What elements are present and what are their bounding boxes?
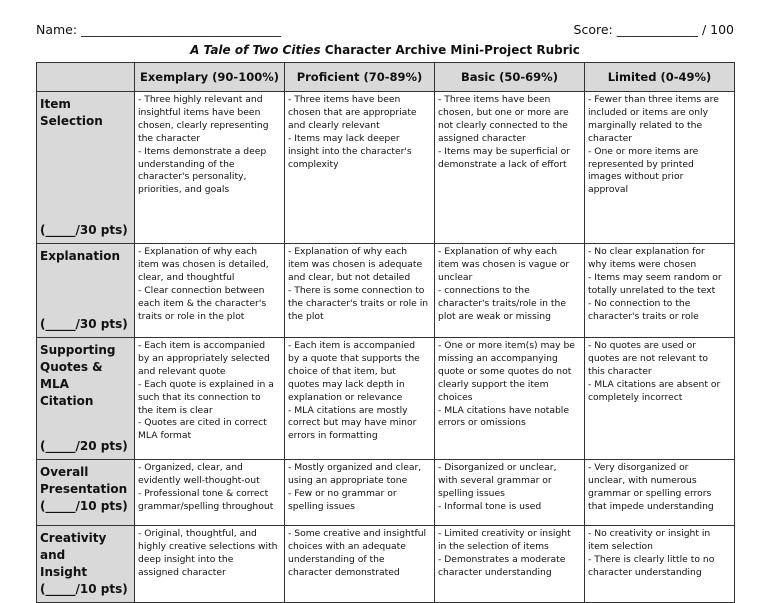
cell-text-line: - Quotes are cited in correct bbox=[138, 417, 267, 429]
column-header-basic: Basic (50-69%) bbox=[435, 63, 585, 92]
cell-text-line: clearly support the item bbox=[438, 378, 549, 390]
rubric-cell bbox=[285, 460, 435, 526]
cell-text-line: Creativity and bbox=[40, 531, 107, 562]
cell-text-line: - Each item is accompanied bbox=[138, 340, 266, 351]
cell-text-line: - Explanation of why each bbox=[438, 246, 558, 257]
cell-text-line: and relevant quote bbox=[138, 365, 226, 377]
cell-text-line: choices bbox=[438, 391, 473, 403]
cell-text-line: included or items are only bbox=[588, 106, 709, 118]
cell-text-line: - Fewer than three items are bbox=[588, 94, 719, 105]
criterion-label: Item Selection bbox=[40, 97, 103, 128]
rubric-cell bbox=[585, 92, 735, 244]
cell-text-line: traits or role in the plot bbox=[138, 310, 245, 322]
cell-text-line: - Three items have been bbox=[438, 94, 551, 105]
cell-text-line: - One or more item(s) may be bbox=[438, 340, 575, 351]
cell-text-line: Citation bbox=[40, 394, 94, 408]
cell-text-line: - MLA citations are absent or bbox=[588, 378, 721, 390]
table-row bbox=[37, 92, 735, 244]
cell-text-line: by an appropriately selected bbox=[138, 352, 270, 364]
cell-text-line: - Mostly organized and clear, bbox=[288, 462, 422, 473]
cell-text-line: - Three highly relevant and bbox=[138, 94, 263, 105]
cell-text-line: character understanding bbox=[438, 566, 552, 578]
cell-text-line: why items were chosen bbox=[588, 258, 697, 270]
table-row bbox=[37, 338, 735, 460]
cell-text-line: quotes may lack depth in bbox=[288, 378, 405, 390]
rubric-cell bbox=[435, 460, 585, 526]
cell-text-line: correct but may have minor bbox=[288, 417, 417, 429]
column-header-limited: Limited (0-49%) bbox=[585, 63, 735, 92]
corner-cell bbox=[37, 63, 135, 92]
cell-text-line: unclear bbox=[438, 271, 473, 283]
points-blank: (_____/10 pts) bbox=[40, 582, 128, 596]
cell-text-line: - Disorganized or unclear, bbox=[438, 462, 557, 473]
cell-text-line: unclear, with numerous bbox=[588, 474, 697, 486]
cell-text-line: - No quotes are used or bbox=[588, 340, 697, 351]
rubric-cell bbox=[435, 338, 585, 460]
cell-text-line: - No clear explanation for bbox=[588, 246, 705, 257]
cell-text-line: choices with an adequate bbox=[288, 540, 406, 552]
cell-text-line: - Items may lack deeper bbox=[288, 132, 400, 144]
cell-text-line: choice of that item, but bbox=[288, 365, 396, 377]
book-title: A Tale of Two Cities bbox=[190, 43, 321, 57]
header-row bbox=[36, 22, 734, 40]
cell-text-line: character bbox=[588, 132, 632, 144]
points-blank: (_____/20 pts) bbox=[40, 439, 128, 453]
cell-text-line: the plot bbox=[288, 310, 324, 322]
cell-text-line: in the selection of items bbox=[438, 540, 549, 552]
cell-text-line: each item & the character's bbox=[138, 297, 267, 309]
rubric-table bbox=[36, 62, 735, 603]
rubric-cell bbox=[135, 460, 285, 526]
cell-text-line: Quotes & MLA bbox=[40, 360, 103, 391]
criterion-label bbox=[40, 342, 131, 410]
cell-text-line: chosen, clearly representing bbox=[138, 119, 269, 131]
cell-text-line: - Professional tone & correct bbox=[138, 487, 269, 499]
points-blank: (_____/10 pts) bbox=[40, 499, 128, 513]
cell-text-line: - There is clearly little to no bbox=[588, 553, 715, 565]
cell-text-line: - Explanation of why each bbox=[288, 246, 408, 257]
cell-text-line: using an appropriate tone bbox=[288, 474, 408, 486]
cell-text-line: - Each quote is explained in a bbox=[138, 378, 274, 390]
cell-text-line: such that its connection to bbox=[138, 391, 261, 403]
cell-text-line: images without prior bbox=[588, 171, 684, 183]
cell-text-line: Presentation bbox=[40, 482, 128, 496]
cell-text-line: and clear, but not detailed bbox=[288, 271, 411, 283]
cell-text-line: the character's traits or role in bbox=[288, 297, 429, 309]
rubric-cell bbox=[285, 244, 435, 338]
cell-text-line: item was chosen is detailed, bbox=[138, 258, 269, 270]
rubric-cell bbox=[585, 244, 735, 338]
cell-text-line: chosen that are appropriate bbox=[288, 106, 417, 118]
cell-text-line: item was chosen is adequate bbox=[288, 258, 423, 270]
cell-text-line: totally unrelated to the text bbox=[588, 284, 716, 296]
cell-text-line: deep insight into the bbox=[138, 553, 234, 565]
cell-text-line: spelling issues bbox=[438, 487, 505, 499]
rubric-cell bbox=[285, 92, 435, 244]
cell-text-line: character's traits/role in the bbox=[438, 297, 566, 309]
cell-text-line: grammar or spelling errors bbox=[588, 487, 712, 499]
criterion-supporting-quotes bbox=[37, 338, 135, 460]
cell-text-line: - Original, thoughtful, and bbox=[138, 528, 257, 539]
cell-text-line: - Few or no grammar or bbox=[288, 487, 397, 499]
cell-text-line: item was chosen is vague or bbox=[438, 258, 570, 270]
cell-text-line: understanding of the bbox=[138, 158, 235, 170]
cell-text-line: insightful items have been bbox=[138, 106, 261, 118]
cell-text-line: - Items may seem random or bbox=[588, 271, 722, 283]
cell-text-line: plot are weak or missing bbox=[438, 310, 551, 322]
cell-text-line: approval bbox=[588, 184, 629, 196]
cell-text-line: Supporting bbox=[40, 343, 116, 357]
cell-text-line: assigned character bbox=[438, 132, 526, 144]
cell-text-line: understanding of the bbox=[288, 553, 385, 565]
cell-text-line: not clearly connected to the bbox=[438, 119, 568, 131]
cell-text-line: and clearly relevant bbox=[288, 119, 380, 131]
cell-text-line: - No connection to the bbox=[588, 297, 691, 309]
cell-text-line: by a quote that supports the bbox=[288, 352, 420, 364]
rubric-cell bbox=[135, 526, 285, 603]
rubric-cell bbox=[585, 338, 735, 460]
score-field-label: Score: _____________ / 100 bbox=[573, 22, 734, 37]
cell-text-line: character understanding bbox=[588, 566, 702, 578]
cell-text-line: demonstrate a lack of effort bbox=[438, 158, 567, 170]
cell-text-line: that impede understanding bbox=[588, 500, 714, 512]
criterion-creativity-insight bbox=[37, 526, 135, 603]
column-header-exemplary: Exemplary (90-100%) bbox=[135, 63, 285, 92]
cell-text-line: completely incorrect bbox=[588, 391, 683, 403]
cell-text-line: - MLA citations are mostly bbox=[288, 404, 408, 416]
criterion-overall-presentation bbox=[37, 460, 135, 526]
rubric-cell bbox=[585, 526, 735, 603]
rubric-cell bbox=[435, 244, 585, 338]
rubric-cell bbox=[135, 92, 285, 244]
cell-text-line: - Demonstrates a moderate bbox=[438, 553, 566, 565]
cell-text-line: - Each item is accompanied bbox=[288, 340, 416, 351]
cell-text-line: - Explanation of why each bbox=[138, 246, 258, 257]
table-row bbox=[37, 526, 735, 603]
cell-text-line: - MLA citations have notable bbox=[438, 404, 570, 416]
cell-text-line: - Informal tone is used bbox=[438, 500, 542, 512]
cell-text-line: - Some creative and insightful bbox=[288, 528, 427, 539]
rubric-cell bbox=[285, 338, 435, 460]
cell-text-line: - Limited creativity or insight bbox=[438, 528, 571, 539]
cell-text-line: explanation or relevance bbox=[288, 391, 403, 403]
header-row-columns bbox=[37, 63, 735, 92]
cell-text-line: - Organized, clear, and bbox=[138, 462, 243, 473]
cell-text-line: spelling issues bbox=[288, 500, 355, 512]
points-blank: (_____/30 pts) bbox=[40, 223, 128, 237]
title-rest: Character Archive Mini-Project Rubric bbox=[320, 43, 580, 57]
cell-text-line: character's traits or role bbox=[588, 310, 699, 322]
rubric-cell bbox=[435, 526, 585, 603]
cell-text-line: Overall bbox=[40, 465, 89, 479]
cell-text-line: MLA format bbox=[138, 430, 192, 442]
cell-text-line: - Very disorganized or bbox=[588, 462, 689, 473]
criterion-explanation bbox=[37, 244, 135, 338]
cell-text-line: evidently well-thought-out bbox=[138, 474, 260, 486]
cell-text-line: - connections to the bbox=[438, 284, 530, 296]
cell-text-line: complexity bbox=[288, 158, 339, 170]
cell-text-line: Insight bbox=[40, 565, 88, 579]
cell-text-line: this character bbox=[588, 365, 652, 377]
cell-text-line: character demonstrated bbox=[288, 566, 400, 578]
cell-text-line: priorities, and goals bbox=[138, 184, 230, 196]
rubric-cell bbox=[135, 338, 285, 460]
cell-text-line: missing an accompanying bbox=[438, 352, 558, 364]
name-field-label: Name: ________________________________ bbox=[36, 22, 282, 37]
rubric-cell bbox=[435, 92, 585, 244]
points-blank: (_____/30 pts) bbox=[40, 317, 128, 331]
criterion-label: Explanation bbox=[40, 249, 121, 263]
cell-text-line: character's personality, bbox=[138, 171, 247, 183]
rubric-cell bbox=[585, 460, 735, 526]
cell-text-line: - No creativity or insight in bbox=[588, 528, 711, 539]
cell-text-line: errors in formatting bbox=[288, 430, 378, 442]
cell-text-line: highly creative selections with bbox=[138, 540, 278, 552]
cell-text-line: - Three items have been bbox=[288, 94, 401, 105]
cell-text-line: item selection bbox=[588, 540, 653, 552]
cell-text-line: the character bbox=[138, 132, 200, 144]
page-title bbox=[36, 43, 734, 57]
table-row bbox=[37, 244, 735, 338]
rubric-cell bbox=[135, 244, 285, 338]
cell-text-line: errors or omissions bbox=[438, 417, 526, 429]
cell-text-line: quote or some quotes do not bbox=[438, 365, 572, 377]
cell-text-line: grammar/spelling throughout bbox=[138, 500, 274, 512]
cell-text-line: represented by printed bbox=[588, 158, 694, 170]
cell-text-line: quotes are not relevant to bbox=[588, 352, 709, 364]
criterion-item-selection bbox=[37, 92, 135, 244]
cell-text-line: - There is some connection to bbox=[288, 284, 425, 296]
cell-text-line: - One or more items are bbox=[588, 145, 699, 157]
cell-text-line: marginally related to the bbox=[588, 119, 703, 131]
cell-text-line: - Clear connection between bbox=[138, 284, 265, 296]
cell-text-line: clear, and thoughtful bbox=[138, 271, 235, 283]
cell-text-line: - Items may be superficial or bbox=[438, 145, 570, 157]
table-row bbox=[37, 460, 735, 526]
rubric-cell bbox=[285, 526, 435, 603]
cell-text-line: insight into the character's bbox=[288, 145, 412, 157]
criterion-label bbox=[40, 464, 131, 498]
cell-text-line: assigned character bbox=[138, 566, 226, 578]
cell-text-line: chosen, but one or more are bbox=[438, 106, 569, 118]
cell-text-line: - Items demonstrate a deep bbox=[138, 145, 267, 157]
cell-text-line: the item is clear bbox=[138, 404, 213, 416]
column-header-proficient: Proficient (70-89%) bbox=[285, 63, 435, 92]
criterion-label bbox=[40, 530, 131, 581]
cell-text-line: with several grammar or bbox=[438, 474, 552, 486]
